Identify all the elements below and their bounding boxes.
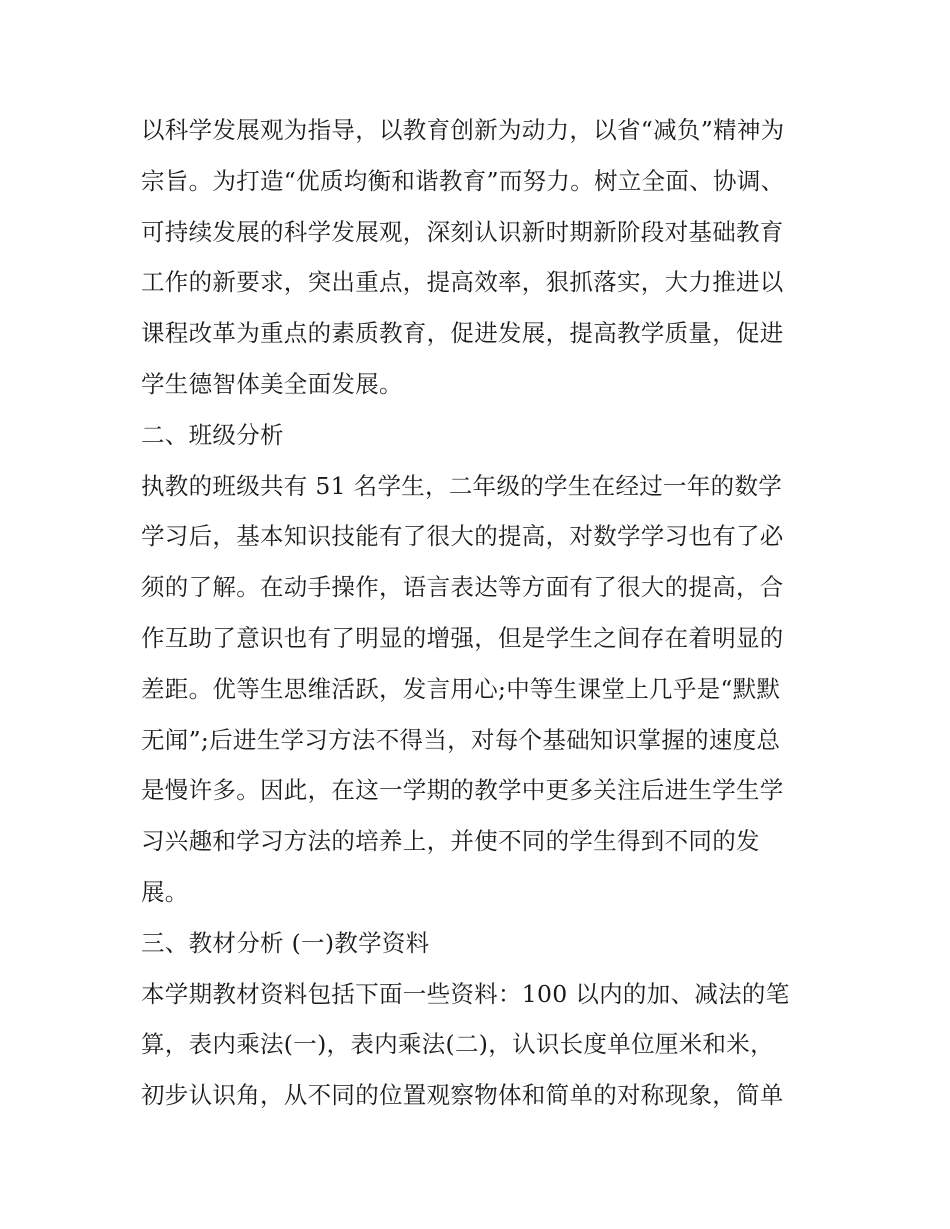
text-line: 差距。优等生思维活跃，发言用心;中等生课堂上几乎是“默默	[141, 674, 781, 703]
section-heading-class-analysis: 二、班级分析	[141, 420, 284, 449]
text-line: 执教的班级共有 51 名学生，二年级的学生在经过一年的数学	[141, 471, 783, 500]
text-line: 须的了解。在动手操作，语言表达等方面有了很大的提高，合	[141, 573, 784, 602]
text-line: 无闻”;后进生学习方法不得当，对每个基础知识掌握的速度总	[141, 725, 781, 754]
document-body	[141, 112, 813, 1128]
text-line: 算，表内乘法(一)，表内乘法(二)，认识长度单位厘米和米，	[141, 1030, 774, 1059]
text-line: 作互助了意识也有了明显的增强，但是学生之间存在着明显的	[141, 623, 784, 652]
text-line: 工作的新要求，突出重点，提高效率，狠抓落实，大力推进以	[141, 268, 784, 297]
text-line: 课程改革为重点的素质教育，促进发展，提高教学质量，促进	[141, 319, 784, 348]
text-line: 初步认识角，从不同的位置观察物体和简单的对称现象，简单	[141, 1081, 784, 1110]
text-line: 学生德智体美全面发展。	[141, 369, 403, 398]
text-line: 展。	[141, 877, 189, 906]
text-line: 宗旨。为打造“优质均衡和谐教育”而努力。树立全面、协调、	[141, 166, 785, 195]
text-line: 可持续发展的科学发展观，深刻认识新时期新阶段对基础教育	[141, 217, 784, 246]
text-line: 以科学发展观为指导，以教育创新为动力，以省“减负”精神为	[141, 116, 785, 144]
section-heading-textbook-analysis: 三、教材分析 (一)教学资料	[141, 928, 430, 957]
text-line: 本学期教材资料包括下面一些资料：100 以内的加、减法的笔	[141, 979, 790, 1008]
text-line: 学习后，基本知识技能有了很大的提高，对数学学习也有了必	[141, 522, 784, 551]
text-line: 是慢许多。因此，在这一学期的教学中更多关注后进生学生学	[141, 776, 784, 805]
text-line: 习兴趣和学习方法的培养上，并使不同的学生得到不同的发	[141, 827, 760, 856]
